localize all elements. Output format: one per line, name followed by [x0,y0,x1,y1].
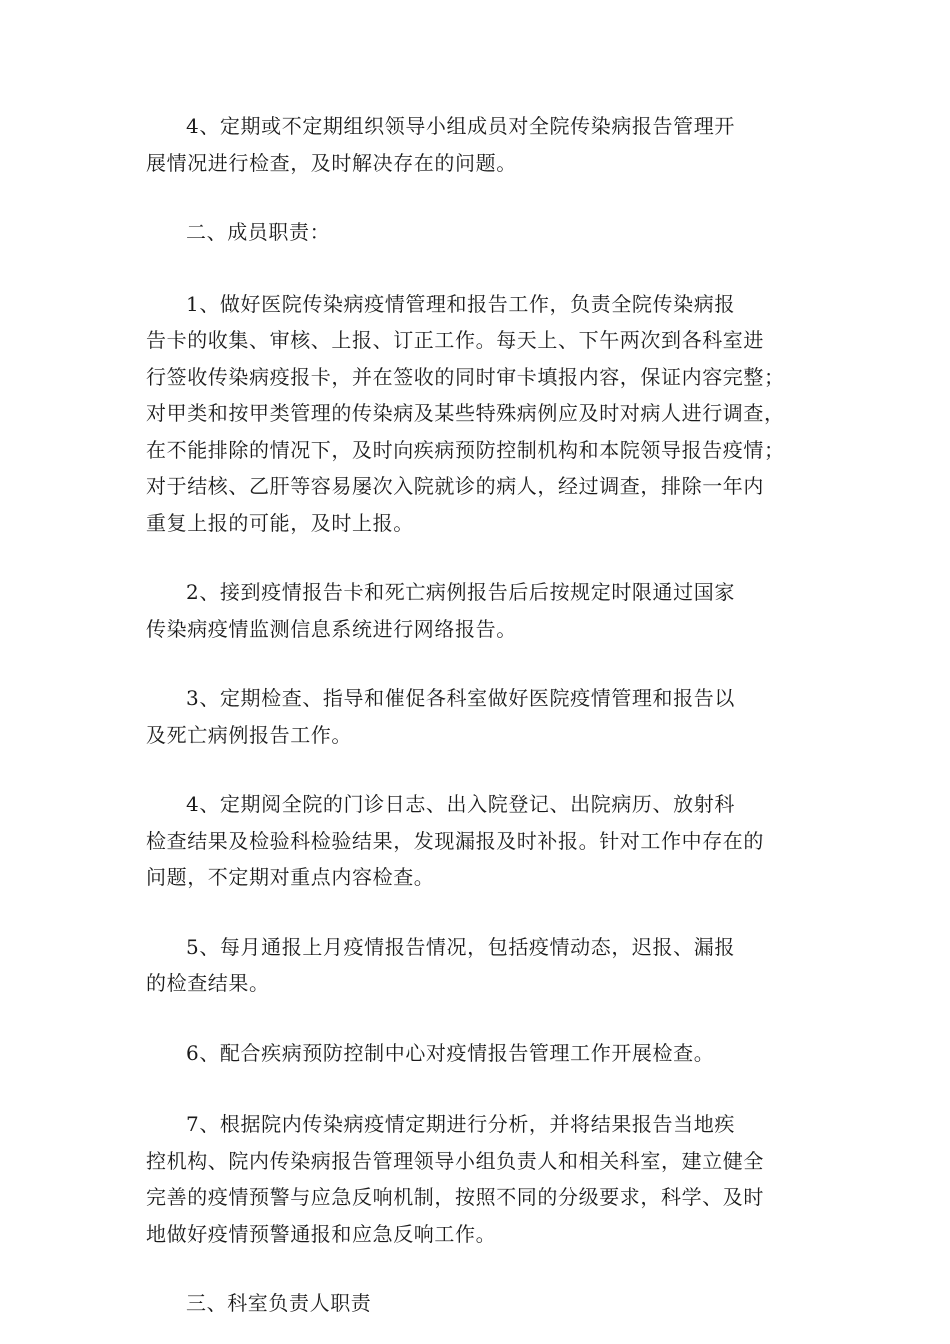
paragraph-member-duty-5: 5、每月通报上月疫情报告情况，包括疫情动态，迟报、漏报 的检查结果。 [146,934,735,995]
paragraph-member-duty-7: 7、根据院内传染病疫情定期进行分析，并将结果报告当地疾 控机构、院内传染病报告管理领导小组负责人和相关科室，建立健全 完善的疫情预警与应急反响机制，按照不同的分级要求，科学、及时 地做好疫情预警通报和应急反响工作。 [146,1112,764,1246]
paragraph-member-duty-3: 3、定期检查、指导和催促各科室做好医院疫情管理和报告以 及死亡病例报告工作。 [146,686,735,747]
document-page [146,108,802,1322]
section-heading-department-head-duties: 三、科室负责人职责 [186,1291,372,1315]
paragraph-leadership-item-4: 4、定期或不定期组织领导小组成员对全院传染病报告管理开 展情况进行检查，及时解决存在的问题。 [146,114,735,175]
paragraph-member-duty-4: 4、定期阅全院的门诊日志、出入院登记、出院病历、放射科 检查结果及检验科检验结果，发现漏报及时补报。针对工作中存在的 问题，不定期对重点内容检查。 [146,792,764,889]
section-heading-member-duties: 二、成员职责： [186,220,331,244]
paragraph-member-duty-2: 2、接到疫情报告卡和死亡病例报告后后按规定时限通过国家 传染病疫情监测信息系统进行网络报告。 [146,580,735,641]
paragraph-member-duty-1: 1、做好医院传染病疫情管理和报告工作，负责全院传染病报 告卡的收集、审核、上报、订正工作。每天上、下午两次到各科室进 行签收传染病疫报卡，并在签收的同时审卡填报内容，保证内容完整； 对甲类和按甲类管理的传染病及某些特殊病例应及时对病人进行调查， 在不能排除的情况下，及时向疾病预防控制机构和本院领导报告疫情； 对于结核、乙肝等容易屡次入院就诊的病人，经过调查，排除一年内 重复上报的可能，及时上报。 [146,291,785,535]
paragraph-member-duty-6: 6、配合疾病预防控制中心对疫情报告管理工作开展检查。 [186,1040,715,1065]
